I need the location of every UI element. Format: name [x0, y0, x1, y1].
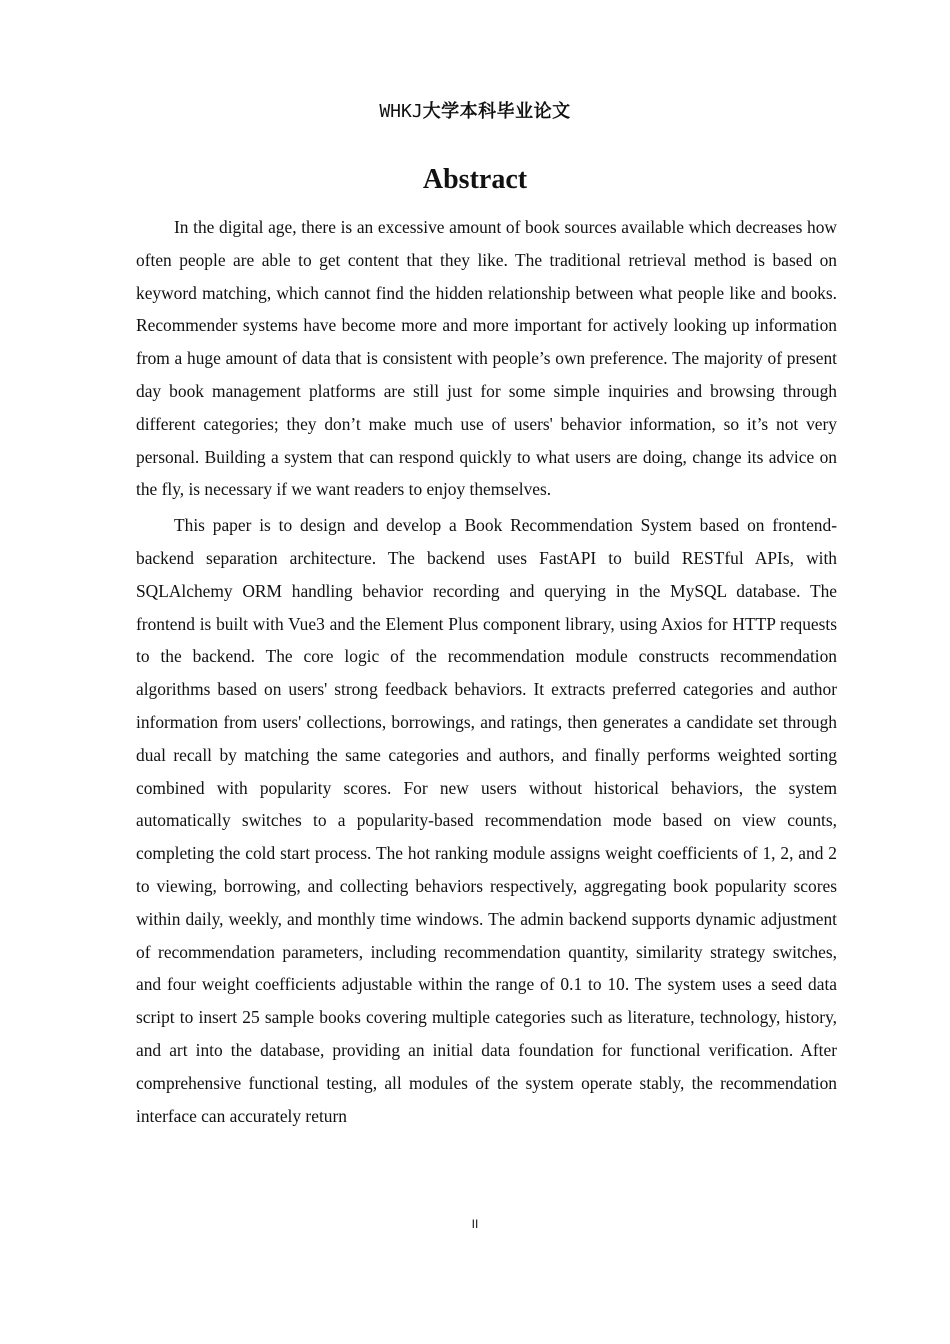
running-header-latin: WHKJ [379, 101, 423, 122]
page-number: II [471, 1217, 479, 1231]
abstract-paragraph-1: In the digital age, there is an excessive amount of book sources available which decreases how often people are able to get content that they like. The traditional retrieval method is based on keyword matching, which cannot find the hidden relationship between what people like and books. Recommender systems have become more and more important for actively looking up information from a huge amount of data that is consistent with people’s own preference. The majority of present day book management platforms are still just for some simple inquiries and browsing through different categories; they don’t make much use of users' behavior information, so it’s not very personal. Building a system that can respond quickly to what users are doing, change its advice on the fly, is necessary if we want readers to enjoy themselves. [136, 217, 837, 500]
abstract-body [136, 211, 837, 1135]
abstract-paragraph-2: This paper is to design and develop a Book Recommendation System based on frontend-backend separation architecture. The backend uses FastAPI to build RESTful APIs, with SQLAlchemy ORM handling behavior recording and querying in the MySQL database. The frontend is built with Vue3 and the Element Plus component library, using Axios for HTTP requests to the backend. The core logic of the recommendation module constructs recommendation algorithms based on users' strong feedback behaviors. It extracts preferred categories and author information from users' collections, borrowings, and ratings, then generates a candidate set through dual recall by matching the same categories and authors, and finally performs weighted sorting combined with popularity scores. For new users without historical behaviors, the system automatically switches to a popularity-based recommendation mode based on view counts, completing the cold start process. The hot ranking module assigns weight coefficients of 1, 2, and 2 to viewing, borrowing, and collecting behaviors respectively, aggregating book popularity scores within daily, weekly, and monthly time windows. The admin backend supports dynamic adjustment of recommendation parameters, including recommendation quantity, similarity strategy switches, and four weight coefficients adjustable within the range of 0.1 to 10. The system uses a seed data script to insert 25 sample books covering multiple categories such as literature, technology, history, and art into the database, providing an initial data foundation for functional verification. After comprehensive functional testing, all modules of the system operate stably, the recommendation interface can accurately return [136, 515, 837, 1126]
running-header [0, 97, 950, 123]
running-header-cjk: 大学本科毕业论文 [422, 101, 571, 122]
abstract-title: Abstract [422, 164, 528, 195]
